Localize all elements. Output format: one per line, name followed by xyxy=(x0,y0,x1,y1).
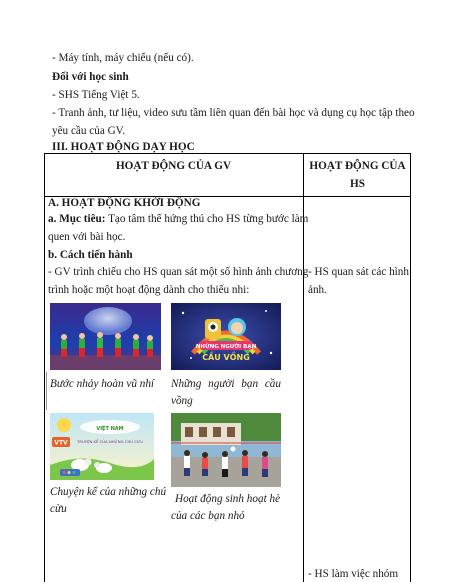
dance-show-photo xyxy=(50,303,161,370)
gv-instruction: - GV trình chiếu cho HS quan sát một số hình ảnh chương xyxy=(48,266,309,278)
header-hs: HOẠT ĐỘNG CỦA xyxy=(309,160,406,172)
caption-dance-show: Bước nhảy hoàn vũ nhí xyxy=(50,378,155,390)
hs-observe: - HS quan sát các hình xyxy=(308,266,409,278)
caption-summer-activity-cont: của các bạn nhỏ xyxy=(171,510,245,522)
textbook-line: - SHS Tiếng Việt 5. xyxy=(52,89,140,101)
summer-activity-photo xyxy=(171,413,281,487)
sheep-logo-vtv: VTV xyxy=(54,439,68,447)
objective-text: Tạo tâm thế hứng thú cho HS từng bước làm xyxy=(108,213,309,225)
objective-label: a. Mục tiêu: xyxy=(48,213,106,225)
caption-rainbow-friends: Những người bạn cầu xyxy=(171,378,281,390)
caption-sheep-stories: Chuyện kể của những chú xyxy=(50,486,167,498)
equipment-line: - Máy tính, máy chiếu (nếu có). xyxy=(52,52,194,64)
gv-instruction-cont: trình hoặc một hoạt động dành cho thiếu nhi: xyxy=(48,284,250,296)
sheep-logo-mid: TRUYỆN KỂ CỦA NHỮNG CHÚ CỪU xyxy=(77,439,143,444)
rainbow-logo-top: NHỮNG NGƯỜI BẠN xyxy=(195,344,257,350)
header-gv: HOẠT ĐỘNG CỦA GV xyxy=(115,160,232,172)
caption-sheep-stories-cont: cừu xyxy=(50,503,67,515)
sheep-logo-top: VIỆT NAM xyxy=(96,426,124,432)
caption-rule xyxy=(46,372,47,410)
hs-group-work: - HS làm việc nhóm xyxy=(308,568,399,580)
section-a-heading: A. HOẠT ĐỘNG KHỞI ĐỘNG xyxy=(48,197,201,209)
header-hs-cont: HS xyxy=(350,178,365,190)
rainbow-friends-photo xyxy=(171,303,281,370)
procedure-heading: b. Cách tiến hành xyxy=(48,249,133,261)
objective-cont: quen với bài học. xyxy=(48,231,126,243)
materials-line-cont: yêu cầu của GV. xyxy=(52,125,126,137)
objective xyxy=(48,213,309,225)
hs-observe-cont: ảnh. xyxy=(308,284,327,296)
rainbow-logo-bottom: CẦU VỒNG xyxy=(202,353,250,362)
sheep-stories-photo xyxy=(50,413,154,480)
materials-line: - Tranh ảnh, tư liệu, video sưu tầm liên quan đến bài học và dụng cụ học tập theo xyxy=(52,107,415,119)
section-title: III. HOẠT ĐỘNG DẠY HỌC xyxy=(52,141,195,153)
caption-rainbow-friends-cont: vồng xyxy=(171,395,193,407)
caption-summer-activity: Hoạt động sinh hoạt hè xyxy=(175,493,281,505)
student-heading: Đối với học sinh xyxy=(52,71,129,83)
